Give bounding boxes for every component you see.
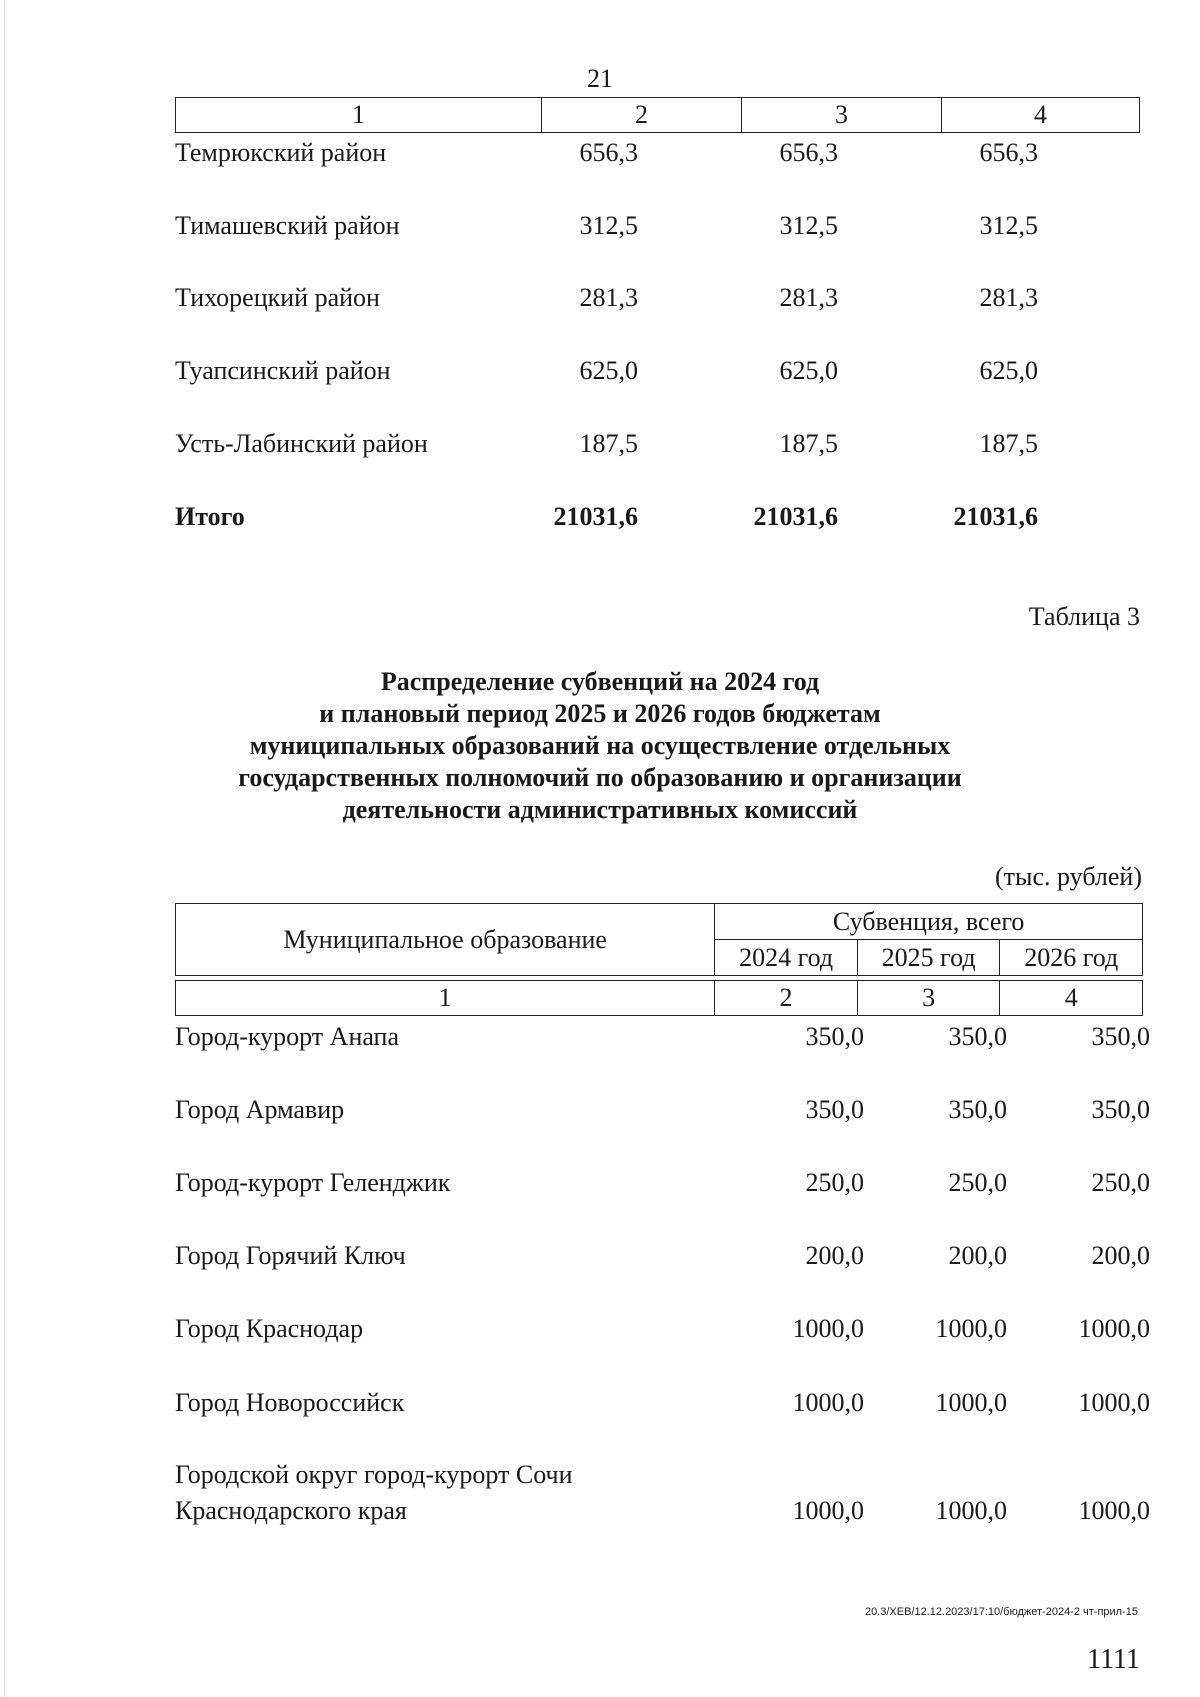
value-2026: 1000,0: [1078, 1496, 1150, 1525]
title-line: муниципальных образований на осуществление отдельных: [249, 731, 951, 760]
value-2024: 656,3: [579, 138, 638, 167]
table-b-row: [175, 1388, 1150, 1422]
table-b-row: [175, 1460, 1150, 1532]
table-a-row: [175, 283, 1145, 317]
footer-page-number: 1111: [1087, 1644, 1140, 1675]
value-2025: 1000,0: [935, 1314, 1007, 1343]
row-name: Город Краснодар: [175, 1314, 364, 1343]
value-2026: 187,5: [979, 429, 1038, 458]
table-a-col-3: 3: [742, 98, 942, 133]
value-2025: 656,3: [779, 138, 838, 167]
table-a-col-1: 1: [176, 98, 542, 133]
value-2026: 656,3: [979, 138, 1038, 167]
value-2024: 200,0: [805, 1241, 864, 1270]
footer-document-code: 20.3/ХЕВ/12.12.2023/17:10/бюджет-2024-2 чт-прил-15: [864, 1606, 1138, 1618]
value-2025: 1000,0: [935, 1496, 1007, 1525]
table-a-row: [175, 429, 1145, 463]
value-2024: 350,0: [805, 1022, 864, 1051]
total-2024: 21031,6: [553, 502, 638, 531]
table-title: [0, 666, 1200, 826]
table-a-row: [175, 356, 1145, 390]
table-b-col-2: 2: [715, 981, 858, 1016]
total-2025: 21031,6: [753, 502, 838, 531]
table-a-row: [175, 211, 1145, 245]
table-b-col-4: 4: [1000, 981, 1143, 1016]
row-name: Тимашевский район: [175, 211, 400, 240]
total-2026: 21031,6: [953, 502, 1038, 531]
row-name: Тихорецкий район: [175, 283, 380, 312]
table-b-col-3: 3: [857, 981, 1000, 1016]
title-line: Распределение субвенций на 2024 год: [380, 667, 820, 696]
table-b-row: [175, 1314, 1150, 1348]
municipality-header: Муниципальное образование: [176, 904, 715, 976]
table-b-row: [175, 1241, 1150, 1275]
row-name: Туапсинский район: [175, 356, 391, 385]
title-line: деятельности административных комиссий: [342, 795, 858, 824]
page-number: 21: [587, 64, 613, 93]
value-2024: 1000,0: [792, 1388, 864, 1417]
value-2026: 250,0: [1091, 1168, 1150, 1197]
value-2025: 281,3: [779, 283, 838, 312]
row-name: Город-курорт Анапа: [175, 1022, 400, 1051]
year-2025-header: 2025 год: [857, 940, 1000, 976]
subvention-total-header: Субвенция, всего: [715, 904, 1143, 940]
value-2026: 281,3: [979, 283, 1038, 312]
value-2026: 625,0: [979, 356, 1038, 385]
table-a-col-4: 4: [941, 98, 1139, 133]
table-a-row: [175, 138, 1145, 172]
row-name: Город Горячий Ключ: [175, 1241, 406, 1270]
value-2026: 1000,0: [1078, 1388, 1150, 1417]
row-name-line-1: Городской округ город-курорт Сочи: [175, 1460, 573, 1489]
table-a-header: [175, 97, 1140, 133]
table-label: Таблица 3: [1028, 602, 1140, 631]
table-a-total-row: [175, 502, 1145, 536]
value-2026: 1000,0: [1078, 1314, 1150, 1343]
scan-margin-line: [4, 0, 5, 1697]
row-name: Темрюкский район: [175, 138, 387, 167]
value-2024: 187,5: [579, 429, 638, 458]
value-2024: 312,5: [579, 211, 638, 240]
value-2025: 1000,0: [935, 1388, 1007, 1417]
title-line: и плановый период 2025 и 2026 годов бюджетам: [319, 699, 881, 728]
table-b-row: [175, 1095, 1150, 1129]
year-2026-header: 2026 год: [1000, 940, 1143, 976]
table-b-row: [175, 1022, 1150, 1056]
value-2026: 200,0: [1091, 1241, 1150, 1270]
table-b-number-row: [175, 980, 1143, 1016]
value-2026: 350,0: [1091, 1095, 1150, 1124]
value-2025: 350,0: [948, 1095, 1007, 1124]
value-2025: 625,0: [779, 356, 838, 385]
table-b-col-1: 1: [176, 981, 715, 1016]
value-2025: 312,5: [779, 211, 838, 240]
value-2026: 312,5: [979, 211, 1038, 240]
row-name: Город Армавир: [175, 1095, 345, 1124]
row-name: Усть-Лабинский район: [175, 429, 428, 458]
units-label: (тыс. рублей): [994, 862, 1142, 891]
value-2024: 281,3: [579, 283, 638, 312]
value-2024: 1000,0: [792, 1496, 864, 1525]
value-2025: 250,0: [948, 1168, 1007, 1197]
value-2025: 200,0: [948, 1241, 1007, 1270]
value-2024: 1000,0: [792, 1314, 864, 1343]
year-2024-header: 2024 год: [715, 940, 858, 976]
table-b-row: [175, 1168, 1150, 1202]
value-2025: 187,5: [779, 429, 838, 458]
value-2026: 350,0: [1091, 1022, 1150, 1051]
row-name-line-2: Краснодарского края: [175, 1496, 407, 1525]
value-2024: 625,0: [579, 356, 638, 385]
value-2024: 350,0: [805, 1095, 864, 1124]
row-name: Город-курорт Геленджик: [175, 1168, 451, 1197]
value-2025: 350,0: [948, 1022, 1007, 1051]
table-a-col-2: 2: [542, 98, 742, 133]
total-label: Итого: [175, 502, 245, 531]
value-2024: 250,0: [805, 1168, 864, 1197]
row-name: Город Новороссийск: [175, 1388, 405, 1417]
table-b-header: [175, 903, 1143, 976]
title-line: государственных полномочий по образованию и организации: [238, 763, 962, 792]
